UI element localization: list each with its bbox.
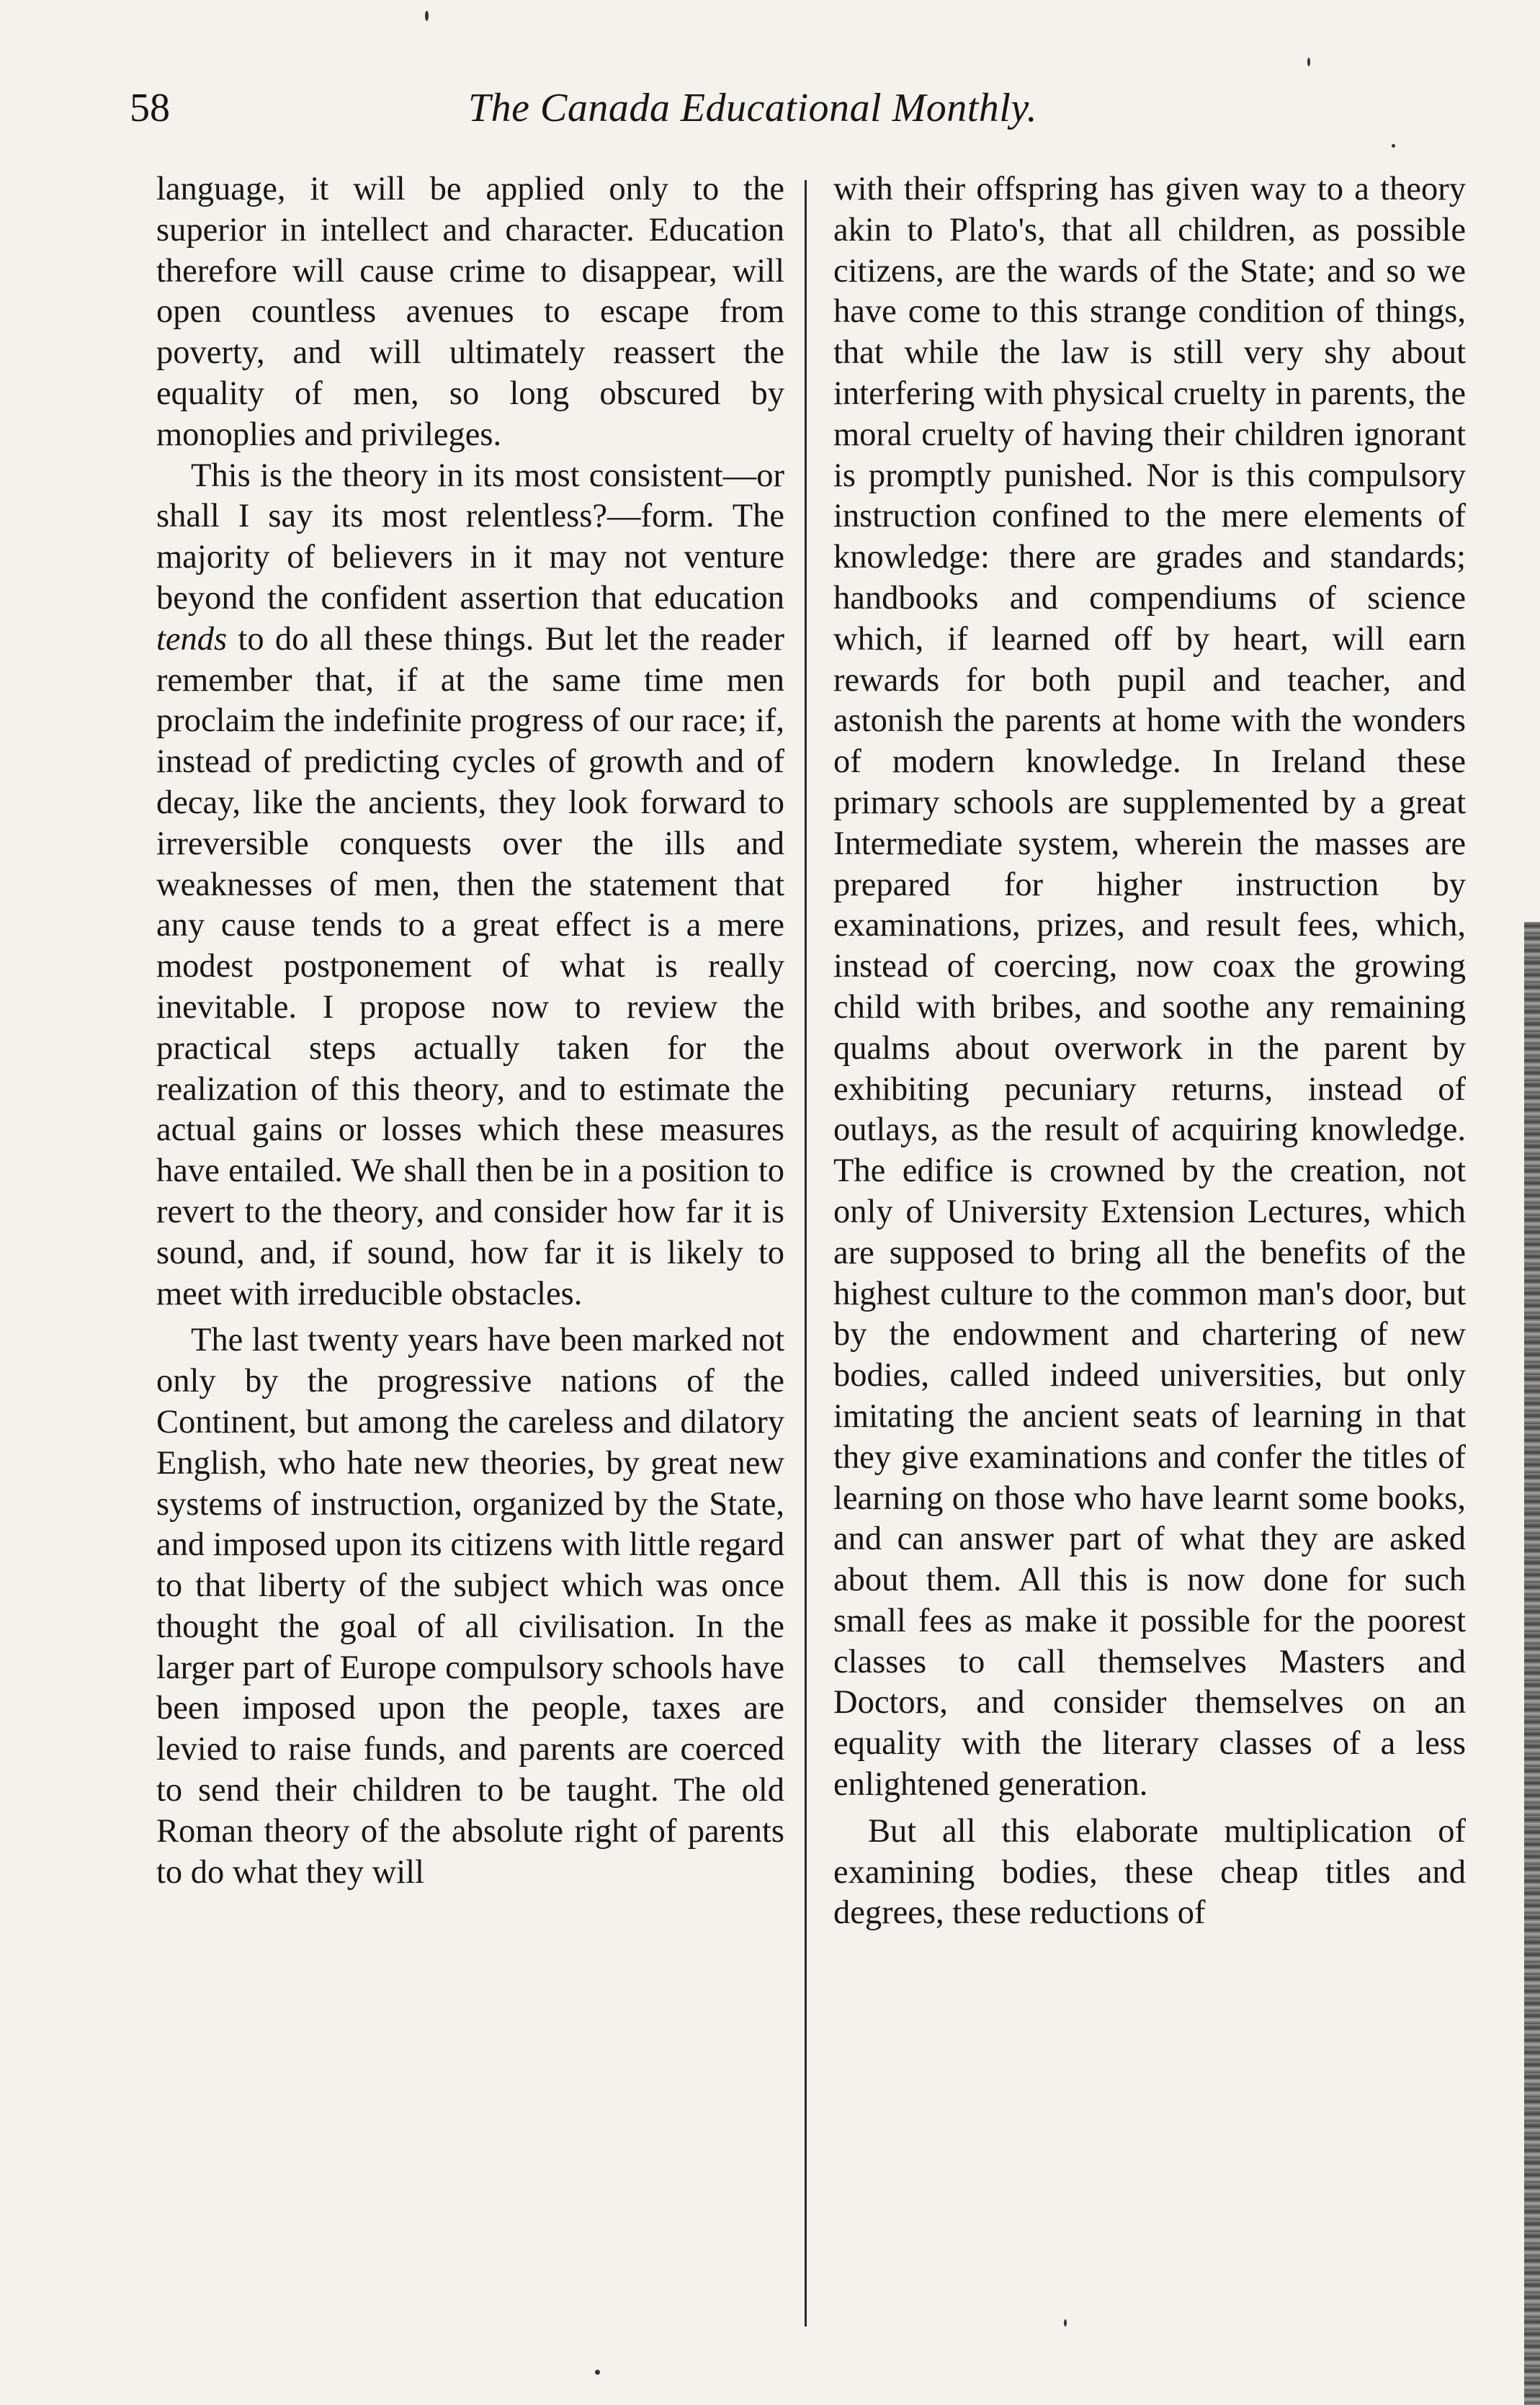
column-divider xyxy=(805,180,807,2326)
paragraph: But all this elaborate multiplication of examining bodies, these cheap titles and degrees, these reductions of xyxy=(833,1812,1466,1932)
page-header xyxy=(130,79,1455,144)
page-number: 58 xyxy=(130,86,170,130)
scan-speck xyxy=(1392,144,1395,148)
running-title: The Canada Educational Monthly. xyxy=(468,86,1038,130)
scan-speck xyxy=(595,2370,600,2375)
scan-speck xyxy=(1064,2319,1067,2326)
scan-speck xyxy=(1307,58,1310,66)
paragraph: This is the theory in its most consistent—or shall I say its most relentless?—form. The majority of believers in it may not venture beyond the confident assertion that education tends to do all these things. But let the reader remember that, if at the same time men proclaim the indefinite progress of our race; if, instead of predicting cycles of growth and of decay, like the ancients, they look forward to irreversible conquests over the ills and weaknesses of men, then the statement that any cause tends to a great effect is a mere modest postponement of what is really inevitable. I propose now to review the practical steps actually taken for the realization of this theory, and to estimate the actual gains or losses which these measures have entailed. We shall then be in a position to revert to the theory, and consider how far it is sound, and, if sound, how far it is likely to meet with irreducible obstacles. xyxy=(156,457,784,1312)
paragraph: The last twenty years have been marked not only by the progressive nations of the Continent, but among the careless and dilatory English, who hate new theories, by great new systems of instruction, organized by the State, and imposed upon its citizens with little regard to that liberty of the subject which was once thought the goal of all civilisation. In the larger part of Europe compulsory schools have been imposed upon the people, taxes are levied to raise funds, and parents are coerced to send their children to be taught. The old Roman theory of the absolute right of parents to do what they will xyxy=(156,1322,784,1891)
page-edge-shadow xyxy=(1524,922,1540,2405)
right-column xyxy=(833,169,1466,1934)
paragraph: language, it will be applied only to the superior in intellect and character. Education therefore will cause crime to disappear, will open countless avenues to escape from poverty, and will ultimately reassert the equality of men, so long obscured by monoplies and privileges. xyxy=(156,171,784,453)
emphasis: tends xyxy=(156,620,228,658)
scan-speck xyxy=(425,11,429,21)
left-column xyxy=(156,169,784,1893)
paragraph: with their offspring has given way to a theory akin to Plato's, that all children, as possible citizens, are the wards of the State; and so we have come to this strange condition of things, that while the law is still very shy about interfering with physical cruelty in parents, the moral cruelty of having their children ignorant is promptly punished. Nor is this compulsory instruction confined to the mere elements of knowledge: there are grades and standards; handbooks and compendiums of science which, if learned off by heart, will earn rewards for both pupil and teacher, and astonish the parents at home with the wonders of modern knowledge. In Ireland these primary schools are supplemented by a great Intermediate system, wherein the masses are prepared for higher instruction by examinations, prizes, and result fees, which, instead of coercing, now coax the growing child with bribes, and soothe any remaining qualms about overwork in the parent by exhibiting pecuniary returns, instead of outlays, as the result of acquiring knowledge. The edifice is crowned by the creation, not only of University Extension Lectures, which are supposed to bring all the benefits of the highest culture to the common man's door, but by the endowment and chartering of new bodies, called indeed universities, but only imitating the ancient seats of learning in that they give examinations and confer the titles of learning on those who have learnt some books, and can answer part of what they are asked about them. All this is now done for such small fees as make it possible for the poorest classes to call themselves Masters and Doctors, and consider themselves on an equality with the literary classes of a less enlightened generation. xyxy=(833,171,1466,1804)
